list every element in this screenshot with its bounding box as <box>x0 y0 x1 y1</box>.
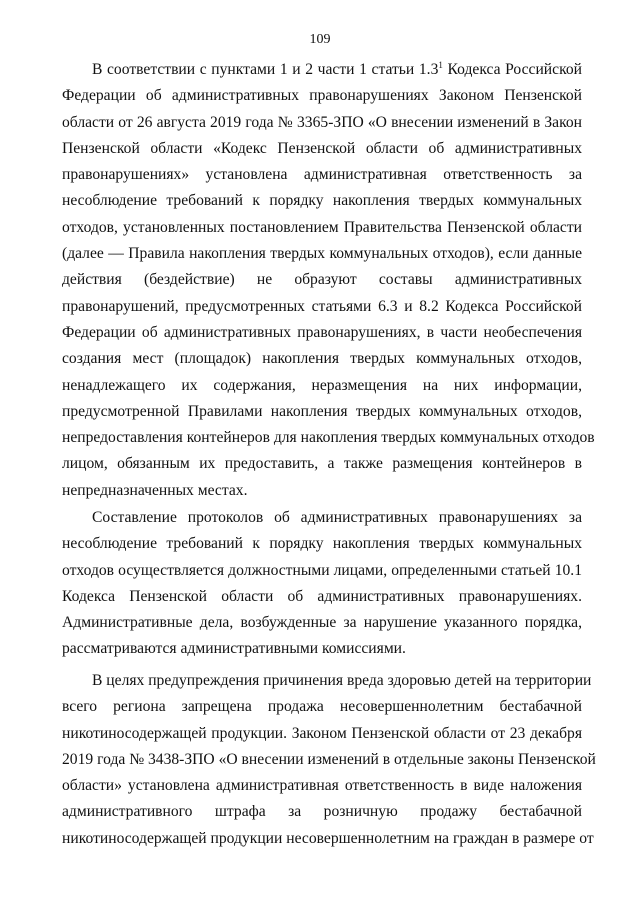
text-line: Федерации об административных правонарушениях, в части необеспечения <box>62 323 582 341</box>
text-line: непредназначенных местах. <box>62 481 248 499</box>
superscript: 1 <box>438 60 443 70</box>
text-line: Составление протоколов об административных правонарушениях за <box>92 509 582 526</box>
text-line: несоблюдение требований к порядку накопления твердых коммунальных <box>62 535 582 553</box>
paragraph-2 <box>62 505 582 663</box>
text-line: никотиносодержащей продукции. Законом Пензенской области от 23 декабря <box>62 724 582 742</box>
text-line: никотиносодержащей продукции несовершеннолетним на граждан в размере от <box>62 829 594 847</box>
text-line: Пензенской области «Кодекс Пензенской области об административных <box>62 139 582 157</box>
text-line: всего региона запрещена продажа несовершеннолетним бестабачной <box>62 698 582 716</box>
text-line: несоблюдение требований к порядку накопления твердых коммунальных <box>62 192 582 210</box>
text-line: Административные дела, возбужденные за нарушение указанного порядка, <box>62 614 582 632</box>
text-line: В соответствии с пунктами 1 и 2 части 1 статьи $1.3^1$ Кодекса Российской <box>92 60 583 78</box>
text-line: отходов, установленных постановлением Правительства Пензенской области <box>62 218 582 236</box>
text-line: предусмотренной Правилами накопления твердых коммунальных отходов, <box>62 402 582 420</box>
text-line: (далее — Правила накопления твердых коммунальных отходов), если данные <box>62 245 582 263</box>
text-line: ненадлежащего их содержания, неразмещения на них информации, <box>62 376 582 394</box>
text-line: отходов осуществляется должностными лицами, определенными статьей 10.1 <box>62 561 582 579</box>
text-line: лицом, обязанным их предоставить, а также размещения контейнеров в <box>62 455 582 473</box>
page-number: 109 <box>309 32 331 47</box>
paragraph-1 <box>62 57 595 504</box>
text-line: Кодекса Пензенской области об административных правонарушениях. <box>62 587 582 605</box>
text-line: административного штрафа за розничную продажу бестабачной <box>62 803 582 821</box>
text-line: создания мест (площадок) накопления твердых коммунальных отходов, <box>62 350 582 368</box>
paragraph-3 <box>62 668 596 852</box>
text-line: действия (бездействие) не образуют составы административных <box>62 271 582 289</box>
text-line: непредоставления контейнеров для накопления твердых коммунальных отходов <box>62 429 595 447</box>
text-line: В целях предупреждения причинения вреда здоровью детей на территории <box>92 672 592 689</box>
text-line: 2019 года № 3438-ЗПО «О внесении изменений в отдельные законы Пензенской <box>62 750 596 768</box>
text-line: правонарушений, предусмотренных статьями 6.3 и 8.2 Кодекса Российской <box>62 297 582 315</box>
text-line: рассматриваются административными комиссиями. <box>62 640 406 658</box>
text-line: области» установлена административная ответственность в виде наложения <box>62 777 582 795</box>
text-line: правонарушениях» установлена административная ответственность за <box>62 166 582 184</box>
text-line: области от 26 августа 2019 года № 3365-ЗПО «О внесении изменений в Закон <box>62 113 582 131</box>
text-line: Федерации об административных правонарушениях Законом Пензенской <box>62 87 582 105</box>
